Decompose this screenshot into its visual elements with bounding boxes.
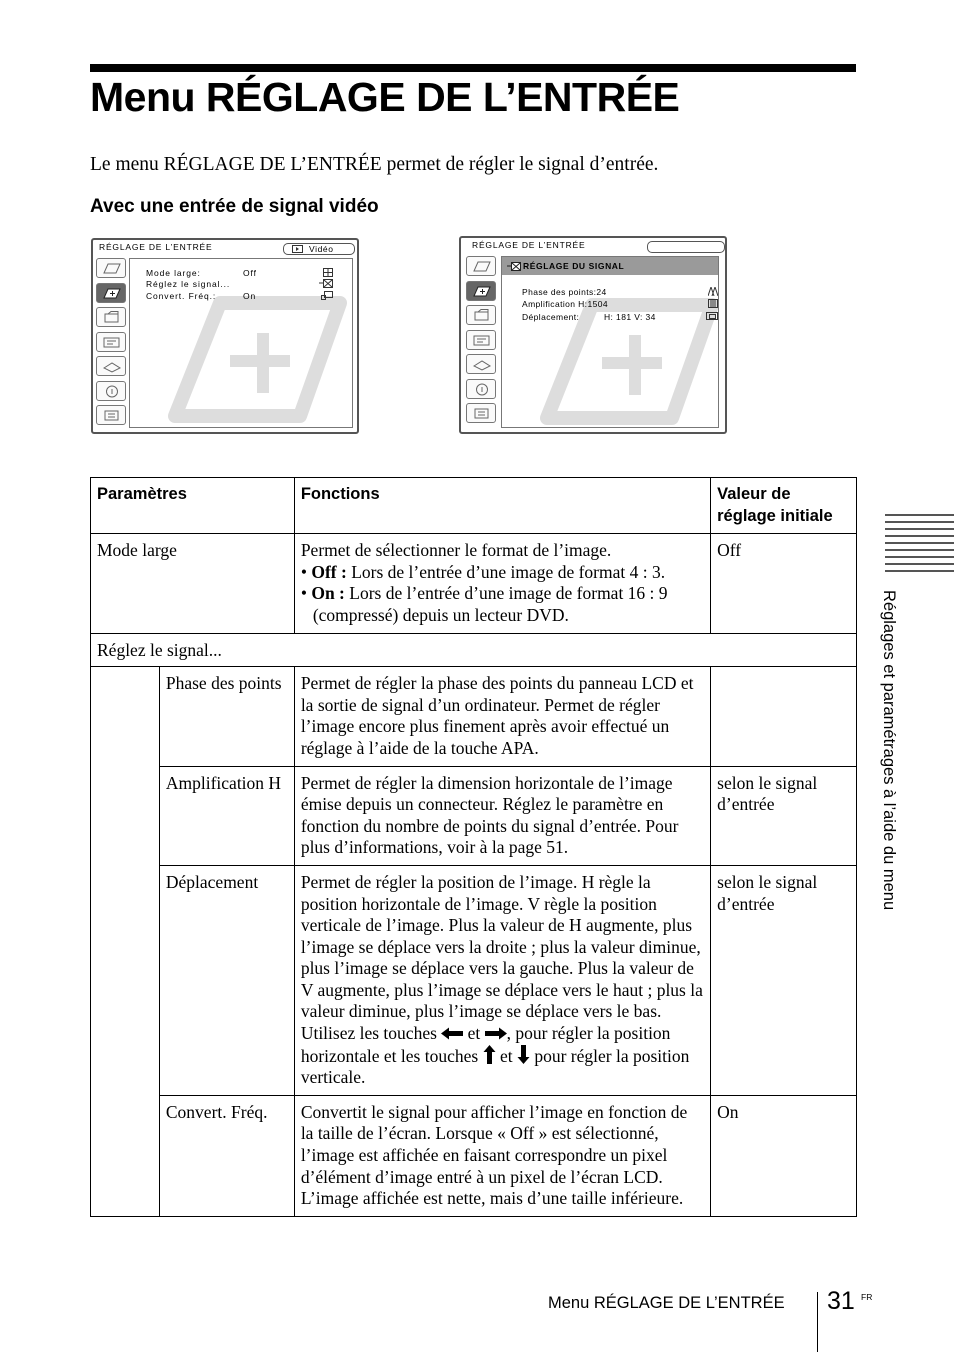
header-param: Paramètres [91,478,295,534]
page-number: 31 [827,1287,855,1315]
value-cell: selon le signal d’entrée [711,865,857,1095]
input-setting-menu-icon[interactable] [96,283,126,303]
picture-menu-icon[interactable] [466,256,496,276]
table-row [91,633,857,667]
bullet-label: On : [311,583,345,604]
setup-menu-icon[interactable] [96,307,126,327]
arrow-right-icon [485,1027,507,1040]
param-cell: Mode large [91,534,295,633]
menu-row-value: 1504 [587,299,608,309]
source-indicator [647,241,725,253]
input-setting-menu-icon[interactable] [466,281,496,301]
arrow-up-icon [483,1045,496,1064]
parameters-table [90,477,857,1217]
value-cell: On [711,1095,857,1216]
information-menu-icon[interactable] [466,379,496,399]
header-initial-value: Valeur de réglage initiale [711,478,857,534]
menu-row-label: Réglez le signal... [146,279,231,289]
shift-icon [706,312,718,321]
information-menu-icon[interactable] [96,381,126,401]
h-size-icon [708,299,718,308]
lamp-menu-icon[interactable] [96,405,126,425]
wide-mode-icon [323,268,333,277]
bullet-on: • On : Lors de l’entrée d’une image de format 16 : 9 (compressé) depuis un lecteur DVD. [300,583,668,625]
menu-row-scan-convert[interactable] [146,291,257,301]
function-cell [294,534,710,633]
bullet-text: Lors de l’entrée d’une image de format 16 : 9 (compressé) depuis un lecteur DVD. [312,583,668,625]
table-row [91,534,857,633]
param-cell: Phase des points [159,667,294,766]
header-functions: Fonctions [294,478,710,534]
menu-setting-icon[interactable] [466,330,496,350]
source-indicator [283,243,355,255]
adjust-signal-icon [507,262,521,271]
menu-row-dot-phase[interactable] [522,287,607,297]
menu-row-label: Amplification H: [522,299,588,309]
menu-row-label: Phase des points: [522,287,597,297]
function-text: , pour régler la position horizontale et les touches [300,1023,671,1066]
adjust-signal-icon [319,279,333,288]
function-cell: Convertit le signal pour afficher l’image en fonction de la taille de l’écran. Lorsque « Off » est sélectionné, l’image est affichée en faisant correspondre un pixel d’élément d’image entré à un pixel de l’écran LCD. L’image affichée est nette, mais d’une taille inférieure. [294,1095,710,1216]
input-watermark-icon [135,281,353,428]
function-text: et [499,1045,513,1066]
menu-row-value: H: 181 V: 34 [604,312,656,322]
arrow-down-icon [517,1045,530,1064]
menu-icon-column [466,256,498,428]
value-cell: Off [711,534,857,633]
function-cell [294,865,710,1095]
language-code: FR [861,1292,873,1302]
menu-panel [501,256,719,428]
bullet-off: • Off : Lors de l’entrée d’une image de format 4 : 3. [300,561,666,582]
bullet-label: Off : [311,561,347,582]
chapter-side-label [870,590,910,990]
footer-divider [817,1292,818,1352]
installation-menu-icon[interactable] [466,354,496,374]
menu-row-value: On [243,291,257,301]
menu-screen-input-setting [91,238,359,434]
param-cell: Convert. Fréq. [159,1095,294,1216]
menu-row-value: 24 [596,287,607,297]
menu-row-value: Off [243,268,257,278]
submenu-title-bar [502,257,718,275]
indent-cell [91,766,160,865]
section-heading: Avec une entrée de signal vidéo [90,196,379,217]
source-label: Vidéo [309,244,334,254]
installation-menu-icon[interactable] [96,356,126,376]
function-text: Permet de sélectionner le format de l’image. [300,540,612,561]
indent-cell [91,1095,160,1216]
value-cell [711,667,857,766]
param-cell: Amplification H [159,766,294,865]
menu-icon-column [96,258,128,430]
function-cell: Permet de régler la dimension horizontale de l’image émise depuis un connecteur. Réglez le paramètre en fonction du nombre de points du signal d’entrée. Pour plus d’informations, voir à la page 51. [294,766,710,865]
function-cell: Permet de régler la phase des points du panneau LCD et la sortie de signal d’un ordinateur. Permet de régler l’image encore plus finement après avoir effectué un réglage à l’aide de la touche APA. [294,667,710,766]
video-source-icon [292,245,303,253]
function-text: et [467,1023,481,1044]
chapter-tab-marks [885,514,954,577]
intro-text: Le menu RÉGLAGE DE L’ENTRÉE permet de régler le signal d’entrée. [90,154,659,175]
group-cell: Réglez le signal... [91,633,857,667]
menu-row-wide-mode[interactable] [146,268,257,278]
dot-phase-icon [708,287,718,296]
title-rule [90,64,856,72]
menu-row-h-size[interactable] [522,299,608,309]
footer-section-label: Menu RÉGLAGE DE L’ENTRÉE [548,1294,785,1312]
menu-row-label: Déplacement: [522,312,580,322]
scan-convert-icon [321,291,333,300]
table-row [91,1095,857,1216]
lamp-menu-icon[interactable] [466,403,496,423]
function-text: Permet de régler la position de l’image. H règle la position horizontale de l’image. V règle la position verticale de l’image. Plus la valeur de H augmente, plus l’image se déplace vers la droite ; plus la valeur diminue, plus l’image se déplace vers la gauche. Plus la valeur de V augmente, plus l’image se déplace vers le haut ; plus la valeur diminue, plus l’image se déplace vers le bas. Utilisez les touches [300,871,703,1044]
setup-menu-icon[interactable] [466,305,496,325]
page-title: Menu RÉGLAGE DE L’ENTRÉE [90,74,680,120]
table-row [91,766,857,865]
value-cell: selon le signal d’entrée [711,766,857,865]
bullet-text: Lors de l’entrée d’une image de format 4 : 3. [351,561,666,582]
picture-menu-icon[interactable] [96,258,126,278]
table-row [91,667,857,766]
table-header-row [91,478,857,534]
menu-row-label: Convert. Fréq.: [146,291,217,301]
menu-setting-icon[interactable] [96,332,126,352]
menu-row-label: Mode large: [146,268,201,278]
arrow-left-icon [441,1027,463,1040]
menu-panel [129,258,353,428]
param-cell: Déplacement [159,865,294,1095]
function-text: pour régler la position verticale. [300,1045,690,1088]
table-row [91,865,857,1095]
indent-cell [91,865,160,1095]
side-label-text: Réglages et paramétrages à l’aide du menu [880,590,898,911]
indent-cell [91,667,160,766]
screen-title: RÉGLAGE DE L’ENTRÉE [99,242,213,252]
menu-row-adjust-signal[interactable] [146,279,230,289]
screen-title: RÉGLAGE DE L’ENTRÉE [472,240,586,250]
menu-screen-signal-adjust [459,236,727,434]
menu-row-shift[interactable] [522,312,656,322]
submenu-title: RÉGLAGE DU SIGNAL [523,261,625,271]
